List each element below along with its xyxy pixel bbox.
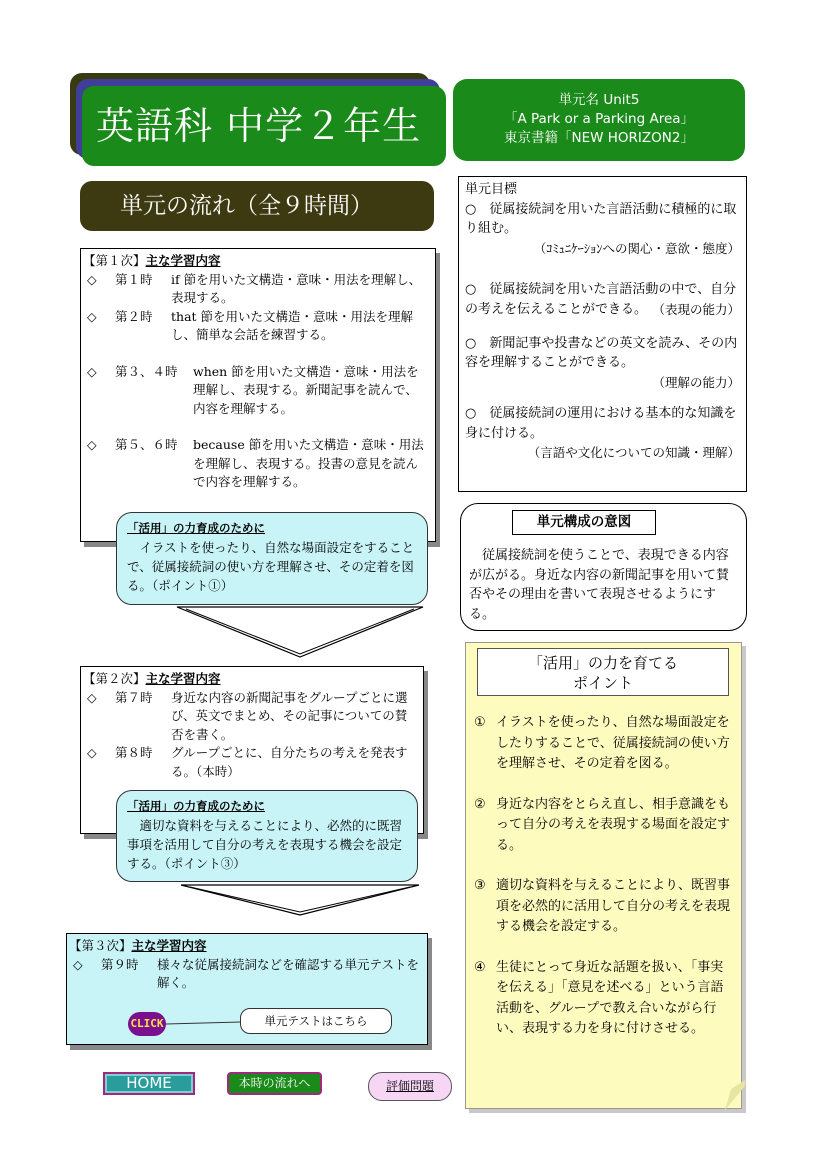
lesson-number: 第１時 [115, 271, 153, 287]
point-text: 適切な資料を与えることにより、既習事項を必然的に活用して自分の考えを表現する機会を設定する。 [496, 878, 731, 934]
katsuyo-note-2 [116, 790, 418, 882]
point-item [474, 958, 733, 1040]
lesson-description: that 節を用いた文構造・意味・用法を理解し、簡単な会話を練習する。 [171, 308, 414, 342]
katsuyo-heading: 「活用」の力育成のために [127, 799, 265, 813]
lesson-description: 身近な内容の新聞記事をグループごとに選び、英文でまとめ、その記事についての賛否を書く。 [171, 689, 408, 742]
goal-item [465, 404, 740, 463]
goal-note: （言語や文化についての知識・理解） [527, 445, 740, 460]
points-title [477, 648, 729, 696]
point-number: ④ [474, 959, 486, 975]
unit-name-line: 単元名 Unit5 [558, 92, 640, 108]
lesson-description: グループごとに、自分たちの考えを発表する。（本時） [171, 745, 408, 779]
diamond-icon: ◇ [73, 956, 83, 972]
unit-intent-title: 単元構成の意図 [512, 510, 656, 535]
unit-name-box [453, 79, 745, 161]
goal-text: 従属接続詞を用いた言語活動の中で、自分の考えを伝えることができる。 [465, 282, 737, 317]
point-text: 生徒にとって身近な話題を扱い、「事実を伝える」「意見を述べる」という言語活動を、グループで教え合いながら行い、表現する力を身に付けさせる。 [496, 959, 724, 1036]
point-item [474, 795, 733, 857]
lesson-flow-button[interactable]: 本時の流れへ [227, 1072, 322, 1095]
step2-heading [83, 670, 421, 689]
circle-icon: ○ [465, 335, 477, 351]
unit-textbook-line: 東京書籍「NEW HORIZON2」 [504, 130, 694, 146]
click-button[interactable]: CLICK [128, 1012, 166, 1036]
down-arrow-icon [180, 884, 420, 916]
points-title-line: ポイント [572, 674, 633, 692]
lesson-description: when 節を用いた文構造・意味・用法を理解し、表現する。新聞記事を読んで、内容を理解する。 [193, 363, 419, 416]
points-note [465, 642, 742, 1109]
point-item [474, 713, 733, 775]
point-number: ③ [474, 878, 486, 893]
step1-box [80, 248, 436, 542]
point-text: イラストを使ったり、自然な場面設定をしたりすることで、従属接続詞の使い方を理解させ、その定着を図る。 [496, 715, 730, 771]
diamond-icon: ◇ [87, 308, 97, 324]
lesson-number: 第５、６時 [115, 437, 178, 452]
list-item [83, 308, 433, 345]
unit-test-callout: 単元テストはこちら [240, 1008, 392, 1034]
step1-heading [83, 252, 433, 271]
page-title: 英語科 中学２年生 [82, 86, 446, 166]
lesson-description: 様々な従属接続詞などを確認する単元テストを解く。 [157, 956, 420, 990]
point-item [474, 876, 733, 938]
evaluation-button[interactable]: 評価問題 [368, 1072, 452, 1101]
lesson-description: because 節を用いた文構造・意味・用法を理解し、表現する。投書の意見を読んで内容を理解する。 [193, 437, 424, 489]
points-title-line: 「活用」の力を育てる [527, 654, 678, 672]
point-text: 身近な内容をとらえ直し、相手意識をもって自分の考えを表現する場面を設定する。 [496, 796, 731, 853]
lesson-number: 第７時 [115, 689, 153, 705]
step1-heading-text: 主な学習内容 [145, 253, 221, 268]
circle-icon: ○ [465, 406, 477, 421]
point-number: ① [474, 715, 486, 730]
list-item [83, 363, 433, 419]
step1-label: 【第１次】 [83, 253, 146, 268]
lesson-description: if 節を用いた文構造・意味・用法を理解し、表現する。 [171, 271, 422, 305]
goals-heading: 単元目標 [465, 182, 518, 197]
step3-heading [69, 937, 425, 956]
list-item [83, 436, 433, 492]
diamond-icon: ◇ [87, 271, 97, 287]
diamond-icon: ◇ [87, 363, 97, 379]
home-button[interactable]: HOME [103, 1072, 195, 1095]
callout-pointer [166, 1018, 242, 1028]
lesson-number: 第９時 [101, 956, 139, 972]
katsuyo-note-1 [116, 512, 428, 605]
list-item [83, 689, 421, 745]
lesson-number: 第８時 [115, 745, 153, 760]
step2-label: 【第２次】 [83, 671, 146, 686]
goal-text: 従属接続詞を用いた言語活動に積極的に取り組む。 [465, 201, 737, 236]
goal-item [465, 280, 740, 320]
step3-heading-text: 主な学習内容 [131, 938, 207, 953]
katsuyo-text: 適切な資料を与えることにより、必然的に既習事項を活用して自分の考えを表現する機会を設定する。（ポイント③） [127, 818, 403, 871]
list-item [83, 271, 433, 308]
list-item [69, 956, 425, 993]
lesson-number: 第３、４時 [115, 363, 178, 379]
unit-intent-box: 従属接続詞を使うことで、表現できる内容が広がる。身近な内容の新聞記事を用いて賛否やその理由を書いて表現させるようにする。 [460, 503, 747, 631]
circle-icon: ○ [465, 282, 477, 297]
unit-goals-box [458, 176, 747, 492]
goal-text: 従属接続詞の運用における基本的な知識を身に付ける。 [465, 406, 737, 441]
point-number: ② [474, 796, 486, 812]
goal-note: （ｺﾐｭﾆｹｰｼｮﾝへの関心・意欲・態度） [533, 240, 740, 256]
unit-title-line: 「A Park or a Parking Area」 [503, 111, 695, 127]
step3-label: 【第３次】 [69, 938, 132, 953]
lesson-number: 第２時 [115, 308, 153, 324]
list-item [83, 744, 421, 781]
unit-flow-heading: 単元の流れ（全９時間） [80, 181, 434, 231]
goal-note: （表現の能力） [652, 302, 740, 317]
step2-heading-text: 主な学習内容 [145, 671, 221, 686]
circle-icon: ○ [465, 201, 477, 217]
goal-note: （理解の能力） [652, 374, 740, 390]
diamond-icon: ◇ [87, 437, 97, 452]
katsuyo-heading: 「活用」の力育成のために [127, 521, 265, 535]
down-arrow-icon [176, 606, 424, 658]
katsuyo-text: イラストを使ったり、自然な場面設定をすることで、従属接続詞の使い方を理解させ、その定着を図る。（ポイント①） [127, 540, 415, 593]
goal-item [465, 334, 740, 393]
diamond-icon: ◇ [87, 745, 97, 760]
goal-item [465, 200, 740, 259]
goal-text: 新聞記事や投書などの英文を読み、その内容を理解することができる。 [465, 335, 738, 370]
diamond-icon: ◇ [87, 689, 97, 705]
